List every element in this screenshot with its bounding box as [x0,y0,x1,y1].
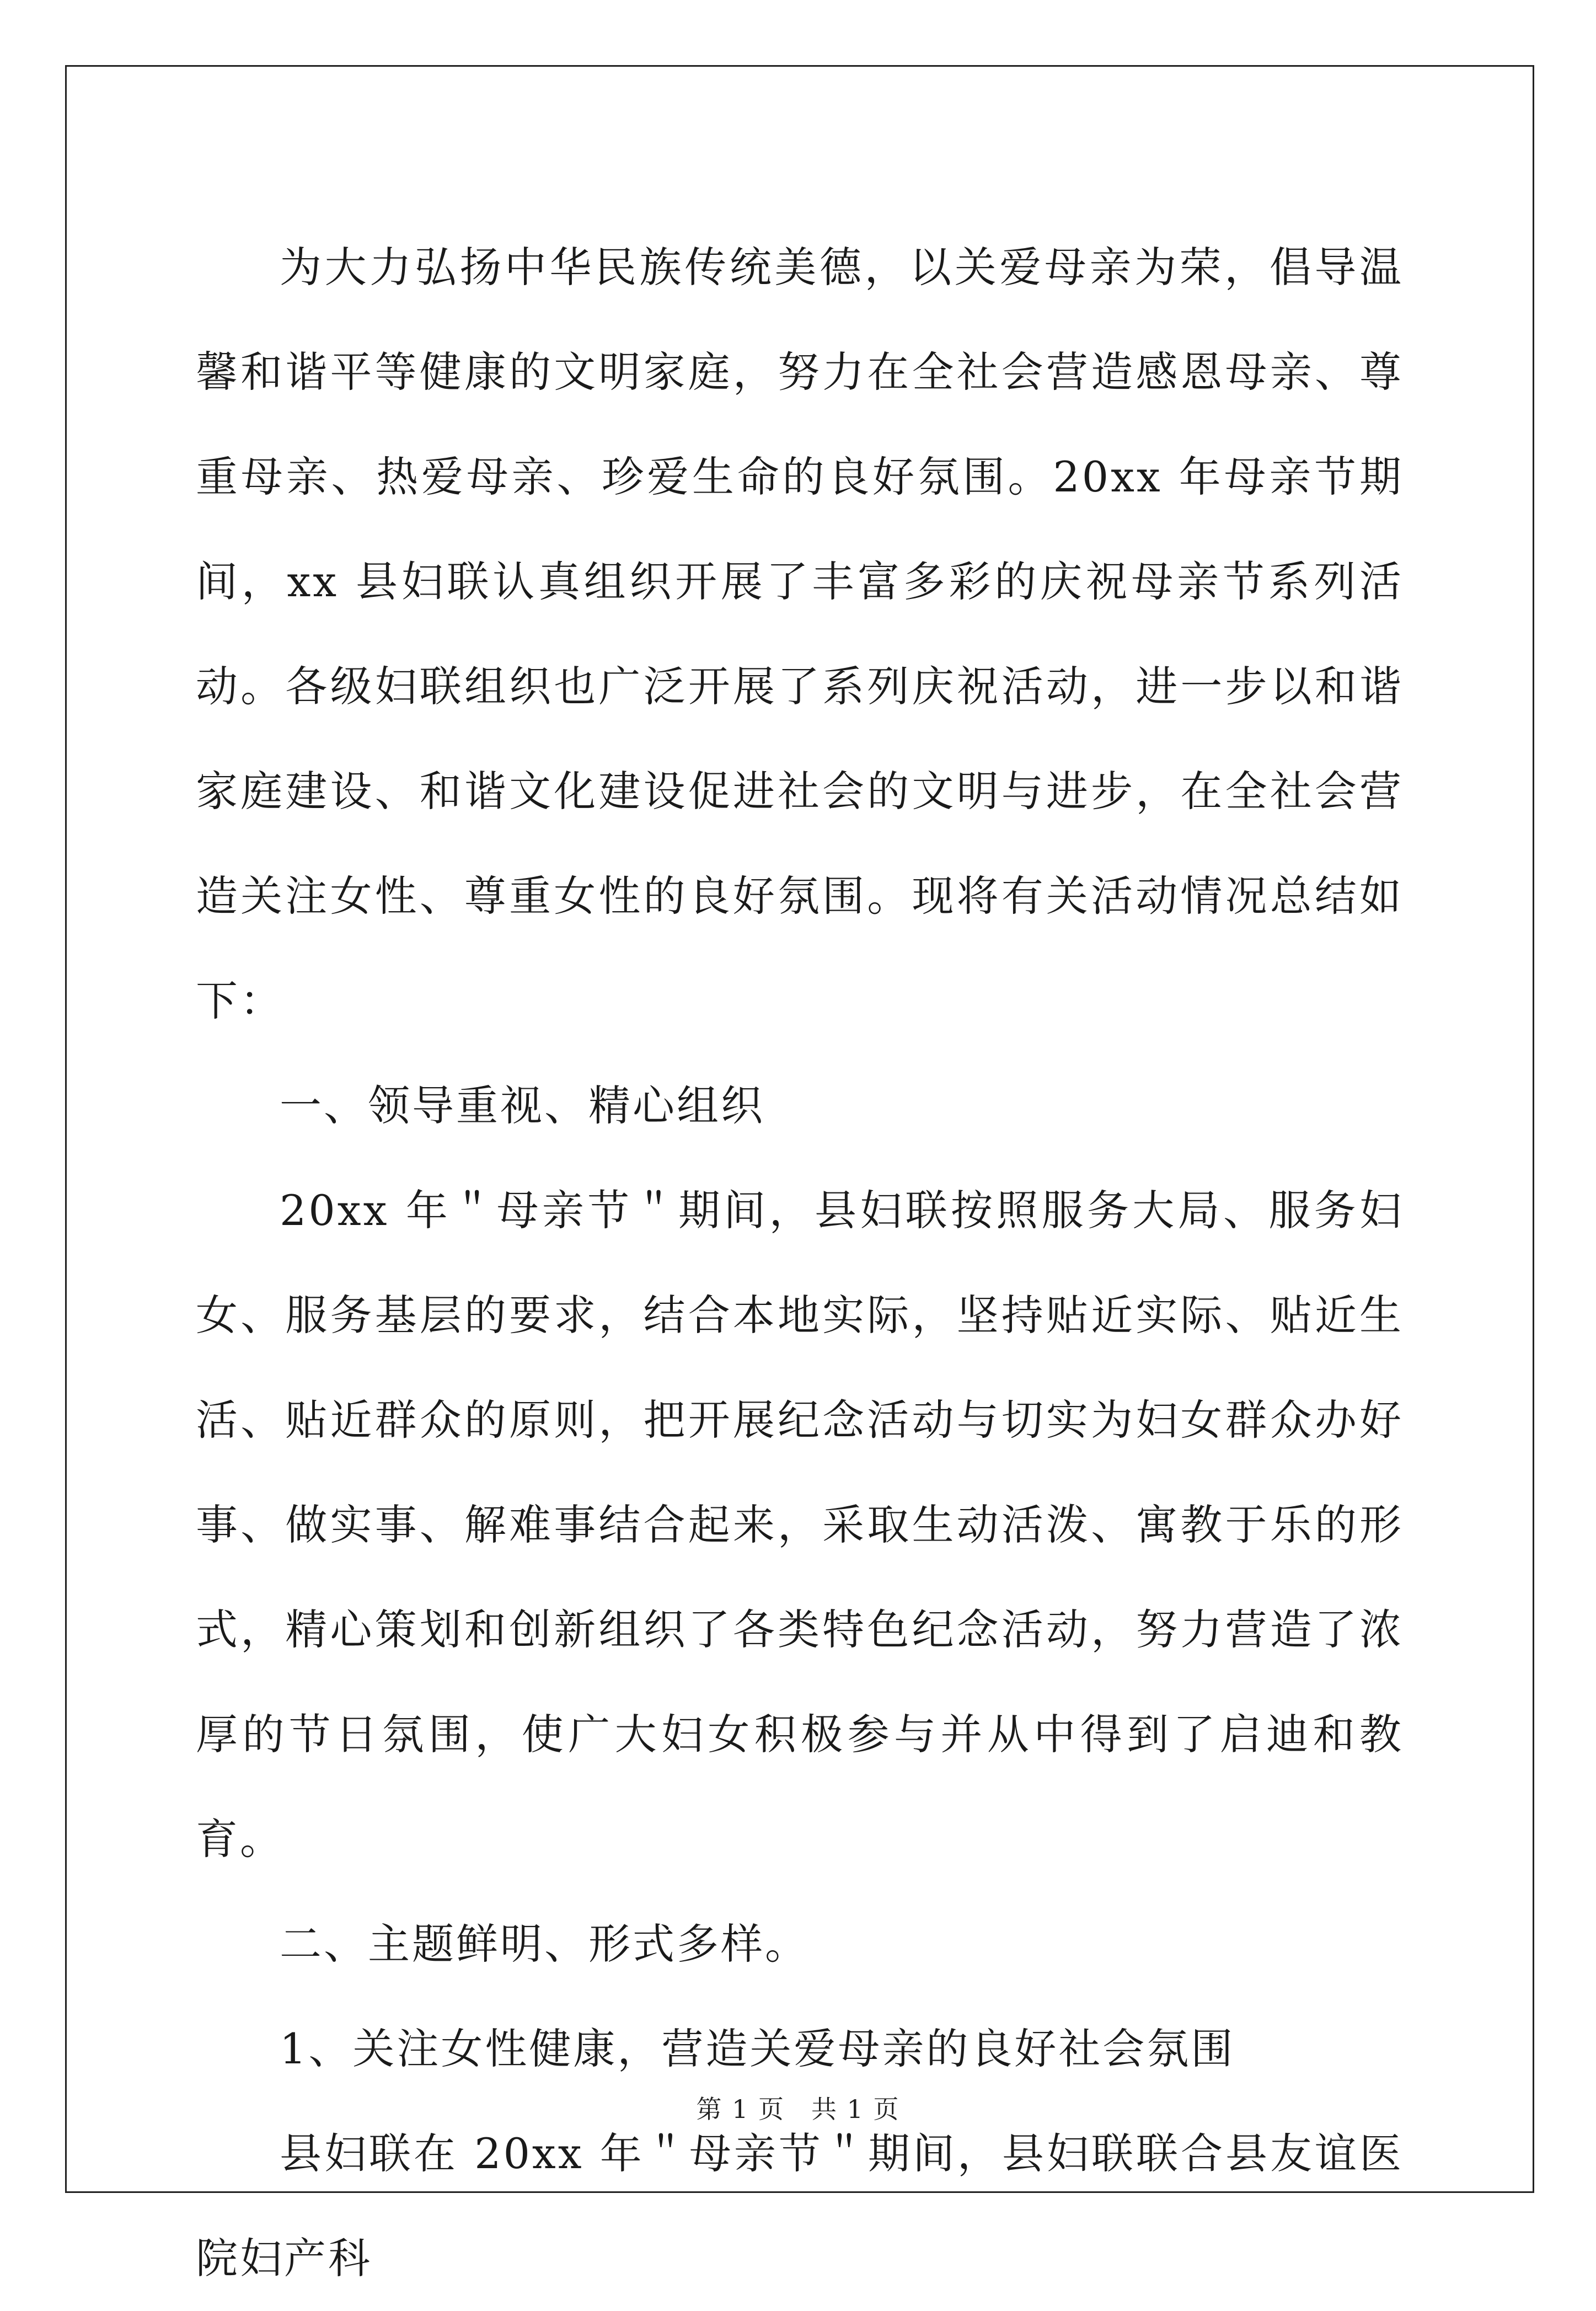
subsection-heading-1: 1、关注女性健康，营造关爱母亲的良好社会氛围 [280,2024,1235,2073]
subsection-1-paragraph: 县妇联在 20xx 年＂母亲节＂期间，县妇联联合县友谊医院妇产科 [196,2129,1404,2283]
section-heading-1: 一、领导重视、精心组织 [280,1081,765,1130]
document-body [196,215,1404,2311]
section-1-paragraph: 20xx 年＂母亲节＂期间，县妇联按照服务大局、服务妇女、服务基层的要求，结合本地实际，坚持贴近实际、贴近生活、贴近群众的原则，把开展纪念活动与切实为妇女群众办好事、做实事、解难事结合起来，采取生动活泼、寓教于乐的形式，精心策划和创新组织了各类特色纪念活动，努力营造了浓厚的节日氛围，使广大妇女积极参与并从中得到了启迪和教育。 [196,1186,1404,1864]
section-heading-2: 二、主题鲜明、形式多样。 [280,1919,809,1968]
page-footer: 第 1 页 共 1 页 [696,2094,900,2124]
intro-paragraph: 为大力弘扬中华民族传统美德，以关爱母亲为荣，倡导温馨和谐平等健康的文明家庭，努力在全社会营造感恩母亲、尊重母亲、热爱母亲、珍爱生命的良好氛围。20xx 年母亲节期间，xx 县妇联认真组织开展了丰富多彩的庆祝母亲节系列活动。各级妇联组织也广泛开展了系列庆祝活动，进一步以和谐家庭建设、和谐文化建设促进社会的文明与进步，在全社会营造关注女性、尊重女性的良好氛围。现将有关活动情况总结如下： [196,243,1404,1025]
